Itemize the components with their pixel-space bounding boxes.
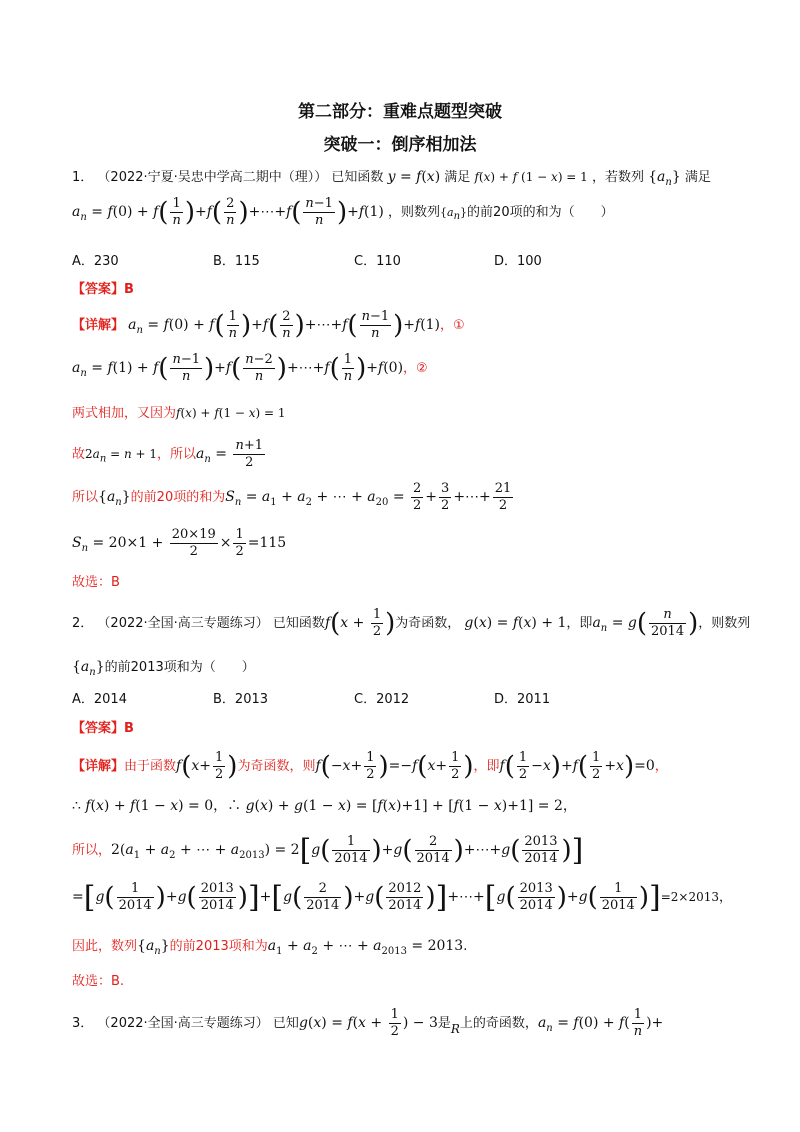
q2-conclusion: 故选：B.: [72, 974, 125, 989]
detail-text: 故: [72, 447, 86, 462]
q1-detail-line6: $S_n = 20\times 1$ + $\frac{20\times 19}{2}$ × $\frac{1}{2}$ =115: [72, 527, 287, 559]
q3-stem-text: 上的奇函数，: [459, 1016, 538, 1031]
detail-text: 的前2013项和为: [169, 939, 268, 954]
q2-detail-line5: 因此，数列$\{a_n\}$的前2013项和为$a_1 + a_2$ + ⋯ + $a_{2013} = 2013$.: [72, 938, 468, 957]
detail-text: 由于函数: [124, 759, 177, 774]
q1-conclusion: 故选：B: [72, 575, 120, 590]
q3-stem-text: 是: [437, 1016, 451, 1031]
q1-option-b[interactable]: B．115: [213, 254, 260, 269]
part-title: 第二部分：重难点题型突破: [298, 102, 502, 122]
q1-detail-line3: 两式相加，又因为f(x) + f(1 − x) = 1: [72, 406, 286, 421]
q1-detail-line4: 故$2a_n = n + 1$，所以$a_n$ = $\frac{n+1}{2}$: [72, 438, 264, 470]
detail-label: 【详解】: [72, 318, 125, 333]
formula: $\{a_n\}$: [648, 169, 681, 188]
q2-detail-line2: ∴ f(x) + f(1 − x) = 0，∴ g(x) + g(1 − x) = [f(x)+1] + [f(1 − x)+1] = 2，: [72, 798, 577, 814]
detail-text: 所以: [72, 490, 99, 505]
q1-stem-line1: 1． （2022·宁夏·吴忠中学高二期中（理）） 已知函数 y = f(x) 满足 f(x) + f (1 − x) = 1 ，若数列 $\{a_n\}$ 满足: [72, 169, 711, 188]
q1-stem-text: 的前20项的和为（ ）: [467, 205, 614, 220]
q2-stem-text: 为奇函数，: [395, 616, 461, 631]
q1-option-d[interactable]: D．100: [494, 254, 542, 269]
q1-stem-text: 满足: [444, 170, 471, 185]
q2-stem-text: ，即: [566, 616, 593, 631]
q2-detail-line4: =[g( $\frac{1}{2014}$ )+g( $\frac{2013}{2014}$ )]+[g( $\frac{2}{2014}$ )+g( $\frac{2012}{2014}$ )]+⋯+[g( $\frac{2013}{2014}$ )+g( $\frac{1}{2014}$ )]=2×2013，: [72, 880, 733, 915]
q3-stem-line1: 3． （2022·全国·高三专题练习） 已知g(x) = f(x + $\frac{1}{2}$ ) − 3是R上的奇函数，$a_n = f(0) + f$( $\frac{1}{n}$ )+: [72, 1007, 664, 1039]
detail-label: 【详解】: [72, 759, 125, 774]
q2-stem-line2: $\{a_n\}$的前2013项和为（ ）: [72, 659, 255, 678]
formula: y = f: [387, 169, 422, 185]
q3-stem-text: 已知: [272, 1016, 299, 1031]
detail-text: 因此，数列: [72, 939, 138, 954]
q2-answer: 【答案】B: [72, 721, 134, 736]
marker-1: ，①: [440, 318, 465, 333]
detail-text: ，所以: [157, 447, 197, 462]
q1-stem-text: ，若数列: [591, 170, 644, 185]
q2-detail-line1: 【详解】由于函数f(x+ $\frac{1}{2}$ )为奇函数，则f(−x+ $\frac{1}{2}$ )=−f(x+ $\frac{1}{2}$ )，即f( $\frac{1}{2}$ −x)+f( $\frac{1}{2}$ +x)=0，: [72, 750, 668, 782]
q2-option-c[interactable]: C．2012: [354, 692, 410, 707]
q1-stem-text: ，则数列: [388, 205, 441, 220]
formula: f: [474, 170, 479, 184]
q2-option-a[interactable]: A．2014: [72, 692, 127, 707]
q2-detail-line3: 所以，$2(a_1 + a_2$ + ⋯ + $a_{2013}) = 2[g$( $\frac{1}{2014}$ )+g( $\frac{2}{2014}$ )+⋯+g( $\frac{2013}{2014}$ )]: [72, 833, 584, 868]
q2-source: （2022·全国·高三专题练习）: [97, 616, 269, 631]
q1-number: 1．: [72, 170, 94, 185]
formula: $a_n$: [72, 204, 87, 223]
q2-stem-text: 的前2013项和为（ ）: [104, 660, 255, 675]
q1-stem-line2: $a_n = f(0) + f$( $\frac{1}{n}$ )+f( $\frac{2}{n}$ )+⋯+f( $\frac{n-1}{n}$ )+f(1) ，则数列$\{a_n\}$的前20项的和为（ ）: [72, 196, 614, 228]
q2-stem-text: ，则数列: [698, 616, 751, 631]
detail-text: ，即: [473, 759, 500, 774]
detail-text: 的前20项的和为: [130, 490, 226, 505]
q2-option-b[interactable]: B．2013: [213, 692, 269, 707]
q1-stem-text: 已知函数: [331, 170, 384, 185]
q1-option-c[interactable]: C．110: [354, 254, 401, 269]
detail-text: 所以，: [72, 843, 112, 858]
q2-stem-text: 已知函数: [272, 616, 325, 631]
q2-stem-line1: 2． （2022·全国·高三专题练习） 已知函数f(x + $\frac{1}{2}$ )为奇函数， g(x) = f(x) + 1，即$a_n = g$( $\frac{n}{2014}$ )，则数列: [72, 607, 751, 639]
q1-source: （2022·宁夏·吴忠中学高二期中（理））: [97, 170, 328, 185]
q1-detail-line1: 【详解】 $a_n = f(0) + f$( $\frac{1}{n}$ )+f( $\frac{2}{n}$ )+⋯+f( $\frac{n-1}{n}$ )+f(1)，①: [72, 309, 465, 341]
q1-stem-text: 满足: [684, 170, 711, 185]
q3-number: 3．: [72, 1016, 94, 1031]
marker-2: ，②: [403, 361, 428, 376]
q1-detail-line2: $a_n = f(1) + f$( $\frac{n-1}{n}$ )+f( $\frac{n-2}{n}$ )+⋯+f( $\frac{1}{n}$ )+f(0)，②: [72, 352, 428, 384]
detail-text: 两式相加，又因为: [72, 406, 177, 421]
q1-detail-line5: 所以$\{a_n\}$的前20项的和为$S_n = a_1 + a_2$ + ⋯ + $a_{20}$ = $\frac{2}{2}$ + $\frac{3}{2}$ +⋯+ $\frac{21}{2}$: [72, 481, 512, 513]
q3-source: （2022·全国·高三专题练习）: [97, 1016, 269, 1031]
q1-answer: 【答案】B: [72, 282, 134, 297]
q2-number: 2．: [72, 616, 94, 631]
section-title: 突破一：倒序相加法: [323, 135, 477, 155]
q2-option-d[interactable]: D．2011: [494, 692, 551, 707]
q1-option-a[interactable]: A．230: [72, 254, 119, 269]
detail-text: 为奇函数，则: [237, 759, 316, 774]
